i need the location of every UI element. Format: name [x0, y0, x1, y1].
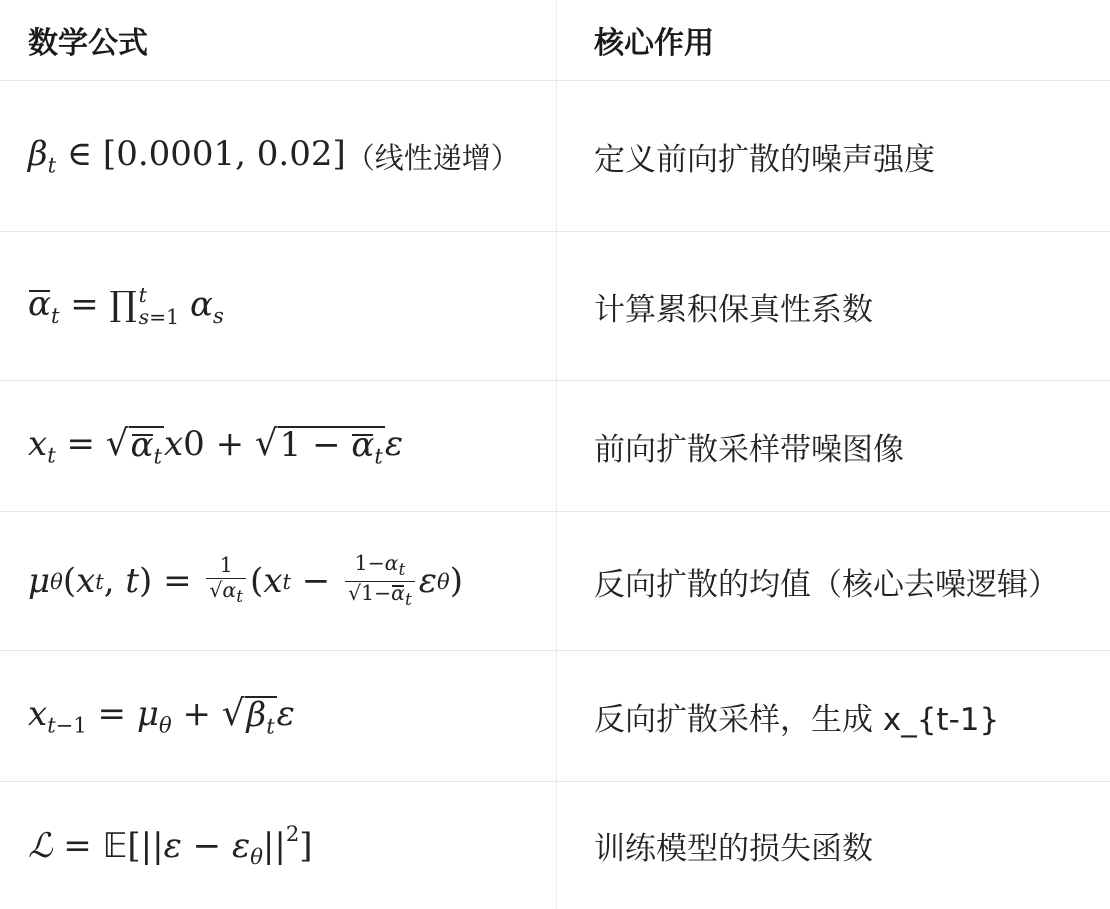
role-text: 计算累积保真性系数	[594, 291, 873, 328]
role-text: 定义前向扩散的噪声强度	[594, 141, 935, 178]
formula-reverse-sample: $x_{t-1} = \mu_\theta$ + √ $\beta_t$ ε	[28, 693, 295, 739]
formula-note: （线性递增）	[345, 140, 520, 175]
formula-alpha-bar: $\alpha_t$ = ∏ t s=1 $\alpha_s$	[28, 282, 224, 329]
column-divider	[556, 0, 557, 909]
role-text: 反向扩散的均值（核心去噪逻辑）	[594, 566, 1059, 603]
header-role: 核心作用	[594, 26, 714, 61]
header-formula: 数学公式	[28, 26, 148, 61]
formula-loss: ℒ = 𝔼[||ε − $\varepsilon_\theta||^2$]	[28, 821, 313, 870]
formula-beta-schedule: $\beta_t$ ∈ [0.0001, 0.02] （线性递增）	[28, 134, 520, 178]
formula-reverse-mean: μ θ ( x t , t ) = $\frac{1}{√\alpha_t}$ ( x t − $\frac{1-\alpha_t}{√1-\alpha_t}$ ε θ )	[28, 550, 463, 610]
role-text: 前向扩散采样带噪图像	[594, 431, 904, 468]
role-text: 反向扩散采样，生成 x_{t-1}	[594, 701, 1000, 738]
role-text: 训练模型的损失函数	[594, 831, 873, 867]
formula-forward-sample: $x_t$ = √ $\alpha_t$ x0 + √ $1 - \alpha_t$ ε	[28, 423, 404, 469]
